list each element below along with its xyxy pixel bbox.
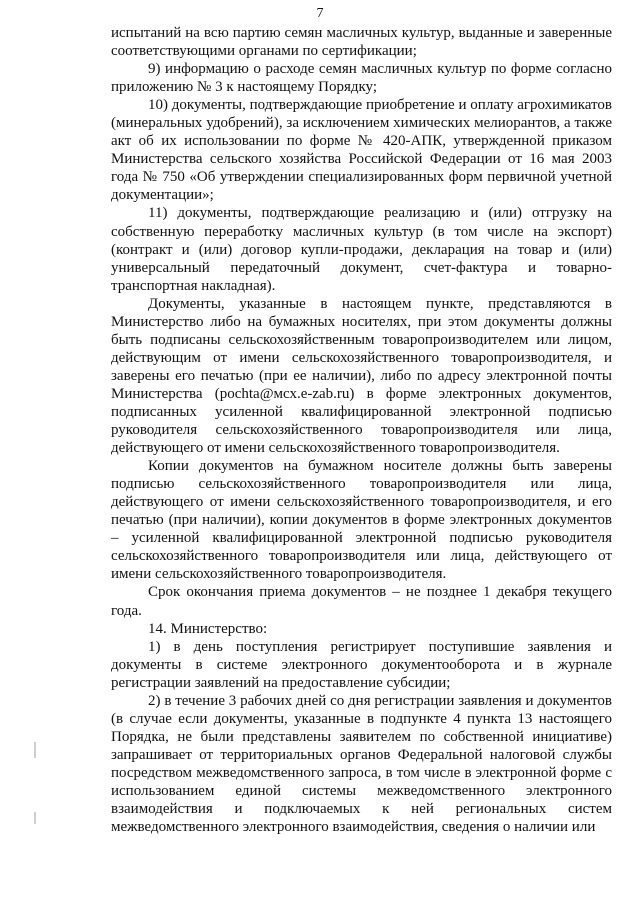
- document-body: [111, 24, 612, 836]
- paragraph: 1) в день поступления регистрирует поступившие заявления и документы в системе электронного документооборота и в журнале регистрации заявлений на предоставление субсидии;: [111, 638, 612, 691]
- page-number: 7: [316, 6, 324, 21]
- paragraph: 11) документы, подтверждающие реализацию и (или) отгрузку на собственную переработку масличных культур (в том числе на экспорт) (контракт и (или) договор купли-продажи, декларация на товар и (или) универсальный передаточный документ, счет-фактура и товарно-транспортная накладная).: [111, 205, 612, 294]
- paragraph: 2) в течение 3 рабочих дней со дня регистрации заявления и документов (в случае если документы, указанные в подпункте 4 пункта 13 настоящего Порядка, не были представлены заявителем по собственной инициативе) запрашивает от территориальных органов Федеральной налоговой службы посредством межведомственного запроса, в том числе в электронной форме с использованием единой системы межведомственного электронного взаимодействия и подключаемых к ней региональных систем межведомственного электронного взаимодействия, сведения о наличии или: [111, 692, 612, 836]
- scan-margin-mark: [34, 812, 36, 824]
- paragraph: Документы, указанные в настоящем пункте, представляются в Министерство либо на бумажных носителях, при этом документы должны быть подписаны сельскохозяйственным товаропроизводителем или лицом, действующим от имени сельскохозяйственного товаропроизводителя, и заверены его печатью (при ее наличии), либо по адресу электронной почты Министерства (pochta@мсх.e-zab.ru) в форме электронных документов, подписанных усиленной квалифицированной электронной подписью руководителя сельскохозяйственного товаропроизводителя или лица, действующего от имени сельскохозяйственного товаропроизводителя.: [111, 295, 612, 457]
- scan-margin-mark: [34, 742, 36, 758]
- paragraph: 9) информацию о расходе семян масличных культур по форме согласно приложению № 3 к настоящему Порядку;: [111, 61, 612, 96]
- paragraph: испытаний на всю партию семян масличных культур, выданные и заверенные соответствующими органами по сертификации;: [111, 25, 612, 60]
- paragraph: Копии документов на бумажном носителе должны быть заверены подписью сельскохозяйственного товаропроизводителя или лица, действующего от имени сельскохозяйственного товаропроизводителя, и его печатью (при наличии), копии документов в форме электронных документов – усиленной квалифицированной электронной подписью руководителя сельскохозяйственного товаропроизводителя или лица, действующего от имени сельскохозяйственного товаропроизводителя.: [111, 458, 612, 583]
- paragraph: Срок окончания приема документов – не позднее 1 декабря текущего года.: [111, 584, 612, 619]
- paragraph: 10) документы, подтверждающие приобретение и оплату агрохимикатов (минеральных удобрений), за исключением химических мелиорантов, а также акт об их использовании по форме № 420-АПК, утвержденной приказом Министерства сельского хозяйства Российской Федерации от 16 мая 2003 года № 750 «Об утверждении специализированных форм первичной учетной документации»;: [111, 97, 612, 204]
- paragraph: 14. Министерство:: [148, 620, 268, 637]
